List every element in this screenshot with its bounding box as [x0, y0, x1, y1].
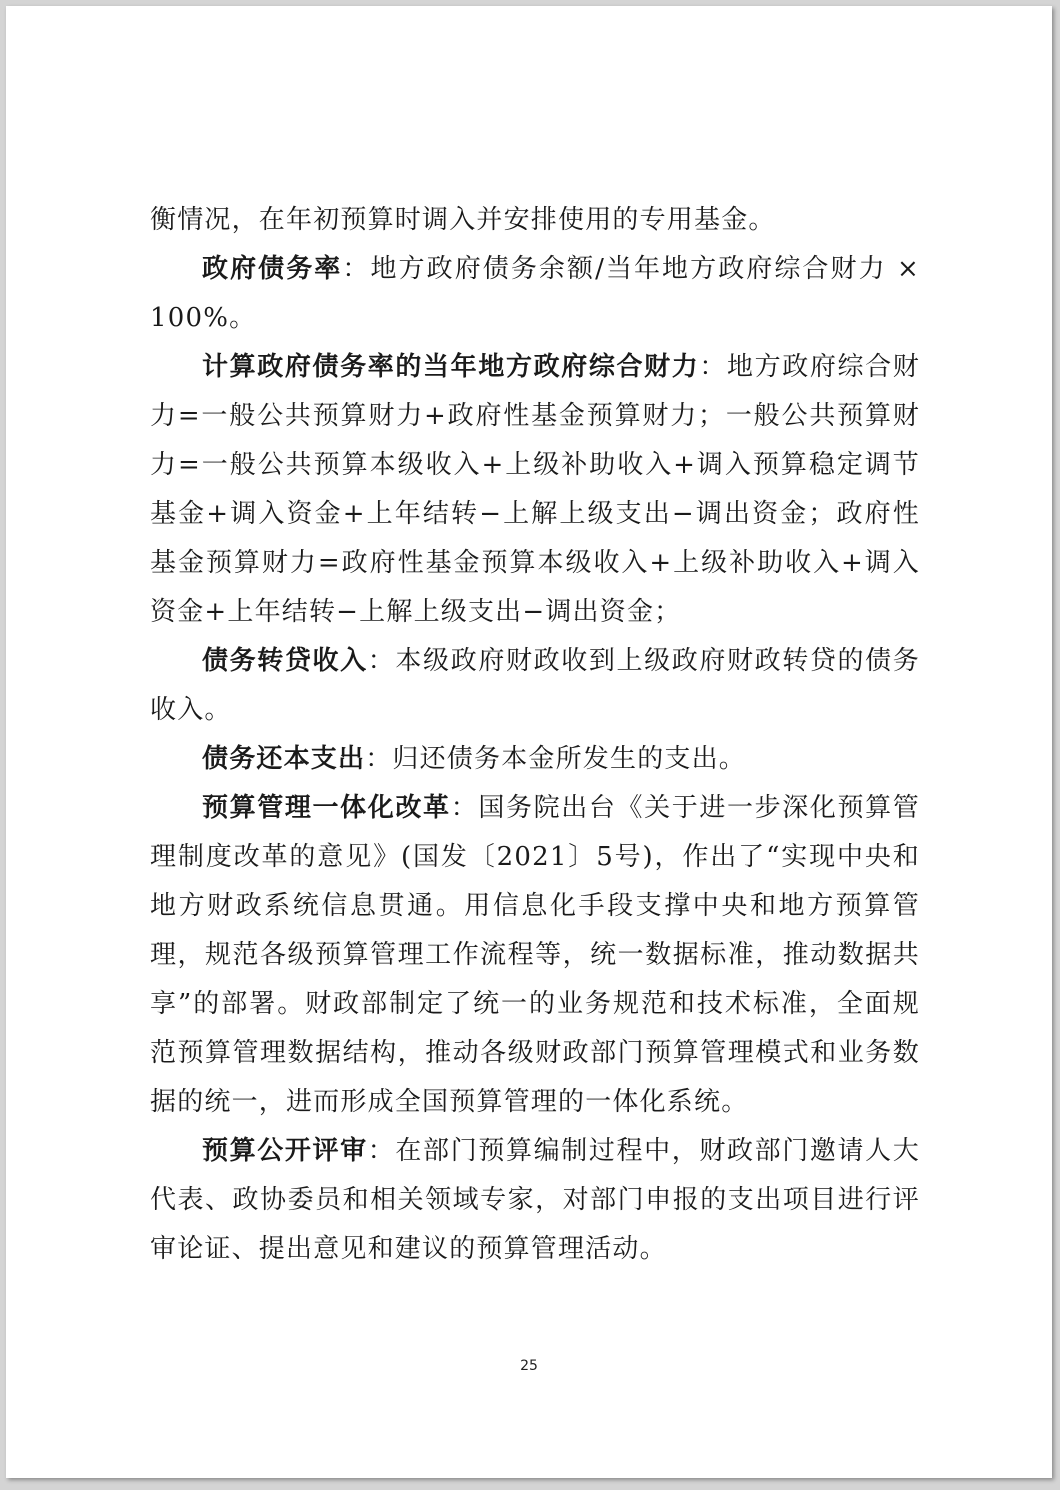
term-heading: 债务还本支出 [202, 744, 366, 774]
paragraph-budget-integration-reform [150, 784, 920, 1127]
document-page [6, 6, 1052, 1478]
paragraph-text: ：地方政府综合财力=一般公共预算财力+政府性基金预算财力；一般公共预算财力=一般公共预算本级收入+上级补助收入+调入预算稳定调节基金+调入资金+上年结转−上解上级支出−调出资金；政府性基金预算财力=政府性基金预算本级收入+上级补助收入+调入资金+上年结转−上解上级支出−调出资金； [150, 352, 920, 627]
paragraph-debt-ratio [150, 245, 920, 343]
term-heading: 预算公开评审 [202, 1136, 368, 1166]
paragraph-text: ：本级政府财政收到上级政府财政转贷的债务收入。 [150, 646, 920, 725]
paragraph-text: ：地方政府债务余额/当年地方政府综合财力 × 100%。 [150, 254, 920, 333]
paragraph-continuation [150, 196, 920, 245]
paragraph-text: ：在部门预算编制过程中，财政部门邀请人大代表、政协委员和相关领域专家，对部门申报的支出项目进行评审论证、提出意见和建议的预算管理活动。 [150, 1136, 920, 1264]
term-heading: 政府债务率 [202, 254, 343, 284]
term-heading: 计算政府债务率的当年地方政府综合财力 [202, 352, 700, 382]
paragraph-debt-onlending-revenue [150, 637, 920, 735]
page-number: 25 [520, 1358, 538, 1374]
term-heading: 债务转贷收入 [202, 646, 368, 676]
paragraph-text: ：归还债务本金所发生的支出。 [365, 744, 747, 774]
paragraph-debt-principal-repayment [150, 735, 920, 784]
term-heading: 预算管理一体化改革 [202, 793, 451, 823]
paragraph-comprehensive-financial-capacity [150, 343, 920, 637]
paragraph-text: ：国务院出台《关于进一步深化预算管理制度改革的意见》(国发〔2021〕5号)，作出了“实现中央和地方财政系统信息贯通。用信息化手段支撑中央和地方预算管理，规范各级预算管理工作流程等，统一数据标准，推动数据共享”的部署。财政部制定了统一的业务规范和技术标准，全面规范预算管理数据结构，推动各级财政部门预算管理模式和业务数据的统一，进而形成全国预算管理的一体化系统。 [150, 793, 920, 1117]
paragraph-public-budget-review [150, 1127, 920, 1274]
document-body [150, 196, 920, 1274]
paragraph-text: 衡情况，在年初预算时调入并安排使用的专用基金。 [150, 205, 776, 235]
